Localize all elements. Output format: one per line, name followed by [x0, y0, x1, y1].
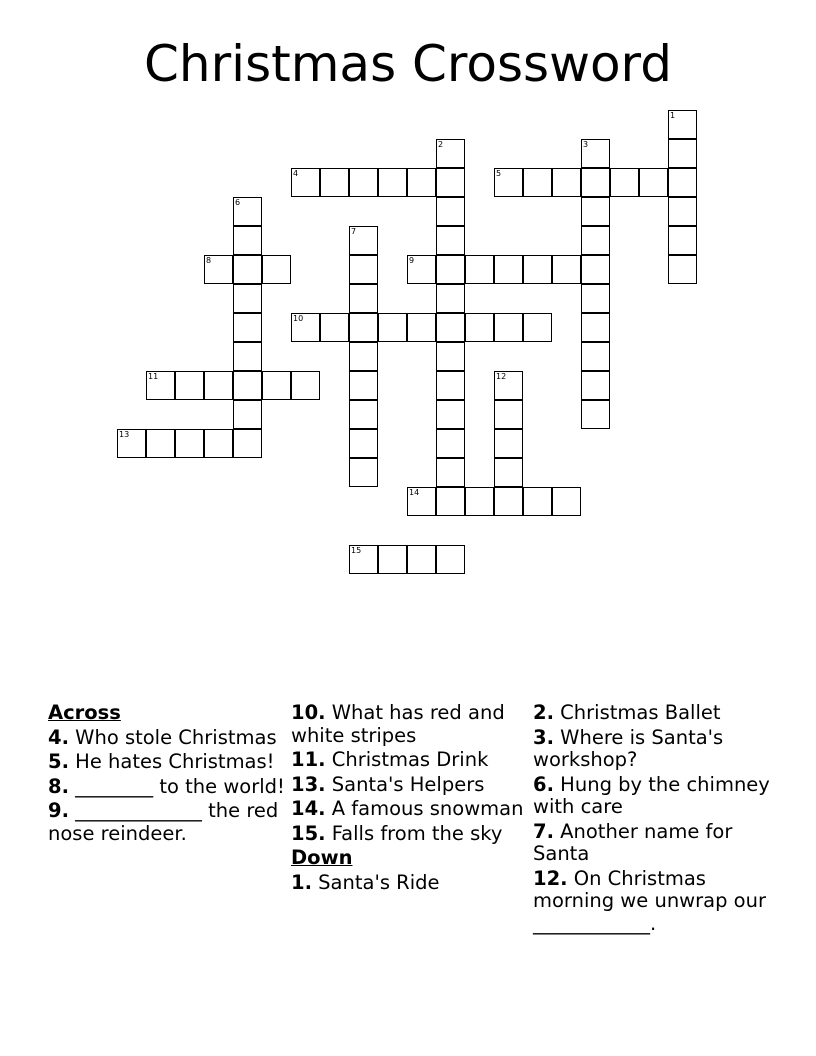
crossword-cell[interactable] — [233, 226, 262, 255]
crossword-cell[interactable] — [581, 313, 610, 342]
across-clue-list — [48, 727, 286, 846]
crossword-cell[interactable] — [668, 168, 697, 197]
crossword-cell[interactable] — [349, 255, 378, 284]
crossword-cell[interactable] — [436, 400, 465, 429]
clue — [291, 798, 529, 821]
crossword-cell[interactable] — [610, 168, 639, 197]
across-header: Across — [48, 701, 121, 724]
crossword-cell[interactable] — [378, 313, 407, 342]
crossword-cell[interactable] — [581, 400, 610, 429]
clue-number: 5 — [496, 169, 502, 178]
crossword-cell[interactable] — [291, 371, 320, 400]
crossword-cell[interactable] — [233, 255, 262, 284]
crossword-cell[interactable] — [494, 458, 523, 487]
crossword-cell[interactable] — [668, 226, 697, 255]
clue-text: ________ to the world! — [68, 774, 285, 798]
crossword-cell[interactable] — [581, 197, 610, 226]
clue-text: Another name for Santa — [533, 819, 733, 865]
clue-text: Falls from the sky — [325, 821, 503, 845]
crossword-cell[interactable] — [436, 545, 465, 574]
crossword-cell[interactable] — [668, 255, 697, 284]
clue-label: 6. — [533, 772, 554, 796]
clue-label: 14. — [291, 797, 326, 820]
crossword-cell[interactable] — [233, 371, 262, 400]
clue-number: 10 — [293, 314, 304, 323]
crossword-cell[interactable] — [523, 255, 552, 284]
clue-label: 15. — [291, 821, 326, 845]
crossword-cell[interactable] — [233, 313, 262, 342]
crossword-cell[interactable] — [436, 313, 465, 342]
clue-number: 9 — [409, 256, 415, 265]
clue-text: Santa's Ride — [311, 870, 440, 894]
crossword-cell[interactable] — [465, 313, 494, 342]
clue — [48, 751, 286, 774]
clue-label: 12. — [533, 866, 568, 890]
clue — [291, 774, 529, 797]
clue — [533, 774, 771, 819]
crossword-cell[interactable] — [581, 226, 610, 255]
clue — [48, 800, 286, 845]
crossword-cell[interactable] — [436, 487, 465, 516]
down-header: Down — [291, 846, 353, 869]
crossword-cell[interactable] — [349, 400, 378, 429]
clue-number: 7 — [351, 227, 357, 236]
clue — [291, 823, 529, 846]
clue — [48, 727, 286, 750]
crossword-cell[interactable] — [436, 342, 465, 371]
crossword-cell[interactable] — [436, 429, 465, 458]
clue — [533, 868, 771, 936]
clue — [291, 749, 529, 772]
crossword-cell[interactable] — [436, 255, 465, 284]
clue-label: 10. — [291, 701, 326, 724]
crossword-cell[interactable] — [581, 371, 610, 400]
crossword-cell[interactable] — [349, 168, 378, 197]
clue-label: 3. — [533, 725, 554, 749]
clue-text: Christmas Drink — [325, 748, 489, 771]
clue-text: Hung by the chimney with care — [533, 772, 770, 818]
clue — [48, 776, 286, 799]
clue-label: 1. — [291, 870, 312, 894]
crossword-cell[interactable] — [320, 313, 349, 342]
crossword-cell[interactable] — [349, 429, 378, 458]
clue-number: 2 — [438, 140, 444, 149]
clue-number: 13 — [119, 430, 130, 439]
crossword-cell[interactable] — [175, 429, 204, 458]
crossword-cell[interactable] — [233, 342, 262, 371]
clue-number: 6 — [235, 198, 241, 207]
clue — [291, 702, 529, 747]
clue-label: 13. — [291, 772, 326, 796]
crossword-cell[interactable] — [204, 429, 233, 458]
clue-number: 14 — [409, 488, 420, 497]
clue-text: Christmas Ballet — [553, 701, 721, 724]
clue-label: 5. — [48, 750, 69, 773]
clue-number: 12 — [496, 372, 507, 381]
crossword-cell[interactable] — [465, 487, 494, 516]
crossword-cell[interactable] — [233, 400, 262, 429]
clue-text: Santa's Helpers — [325, 772, 485, 796]
clue-label: 8. — [48, 774, 69, 798]
clue-number: 11 — [148, 372, 159, 381]
clue-label: 4. — [48, 725, 69, 749]
crossword-cell[interactable] — [436, 458, 465, 487]
crossword-cell[interactable] — [581, 255, 610, 284]
crossword-cell[interactable] — [262, 255, 291, 284]
clues-column-1 — [48, 702, 286, 847]
crossword-cell[interactable] — [349, 284, 378, 313]
crossword-cell[interactable] — [552, 168, 581, 197]
clue-label: 7. — [533, 819, 554, 843]
crossword-cell[interactable] — [494, 255, 523, 284]
crossword-cell[interactable] — [639, 168, 668, 197]
crossword-cell[interactable] — [523, 487, 552, 516]
crossword-cell[interactable] — [581, 342, 610, 371]
clue-number: 4 — [293, 169, 299, 178]
crossword-cell[interactable] — [378, 545, 407, 574]
clue-label: 9. — [48, 799, 69, 822]
crossword-cell[interactable] — [407, 545, 436, 574]
down-clue-list — [291, 872, 529, 895]
clue — [533, 821, 771, 866]
clue-text: He hates Christmas! — [68, 750, 275, 773]
clue-text: What has red and white stripes — [291, 701, 505, 747]
down-clue-list-continued — [533, 702, 771, 935]
across-clue-list-continued — [291, 702, 529, 845]
clue-text: Who stole Christmas — [68, 725, 277, 749]
crossword-cell[interactable] — [494, 429, 523, 458]
crossword-cell[interactable] — [436, 197, 465, 226]
crossword-cell[interactable] — [581, 284, 610, 313]
crossword-cell[interactable] — [320, 168, 349, 197]
clue-number: 8 — [206, 256, 212, 265]
crossword-cell[interactable] — [523, 313, 552, 342]
crossword-cell[interactable] — [407, 313, 436, 342]
crossword-cell[interactable] — [494, 487, 523, 516]
crossword-cell[interactable] — [175, 371, 204, 400]
clues-column-3 — [533, 702, 771, 937]
crossword-cell[interactable] — [668, 139, 697, 168]
clue-text: Where is Santa's workshop? — [533, 725, 724, 771]
clue-text: _____________ the red nose reindeer. — [48, 799, 279, 845]
crossword-cell[interactable] — [523, 168, 552, 197]
clues-column-2 — [291, 702, 529, 896]
clue-label: 11. — [291, 748, 326, 771]
crossword-cell[interactable] — [581, 168, 610, 197]
crossword-cell[interactable] — [465, 255, 494, 284]
clue-text: A famous snowman — [325, 797, 524, 820]
clue-number: 1 — [670, 111, 676, 120]
crossword-cell[interactable] — [349, 458, 378, 487]
crossword-cell[interactable] — [668, 197, 697, 226]
crossword-cell[interactable] — [233, 284, 262, 313]
crossword-cell[interactable] — [233, 429, 262, 458]
crossword-cell[interactable] — [552, 255, 581, 284]
clue-number: 15 — [351, 546, 362, 555]
crossword-cell[interactable] — [436, 226, 465, 255]
crossword-cell[interactable] — [552, 487, 581, 516]
crossword-cell[interactable] — [436, 284, 465, 313]
crossword-cell[interactable] — [436, 371, 465, 400]
crossword-cell[interactable] — [378, 168, 407, 197]
clue-text: On Christmas morning we unwrap our ____________. — [533, 866, 766, 935]
crossword-cell[interactable] — [349, 342, 378, 371]
crossword-cell[interactable] — [494, 400, 523, 429]
crossword-cell[interactable] — [407, 168, 436, 197]
crossword-cell[interactable] — [146, 429, 175, 458]
crossword-cell[interactable] — [349, 371, 378, 400]
clue — [291, 872, 529, 895]
crossword-cell[interactable] — [494, 313, 523, 342]
crossword-cell[interactable] — [204, 371, 233, 400]
clue — [533, 727, 771, 772]
crossword-cell[interactable] — [262, 371, 291, 400]
crossword-cell[interactable] — [436, 168, 465, 197]
clue-label: 2. — [533, 701, 554, 724]
page-title: Christmas Crossword — [144, 35, 672, 93]
clue — [533, 702, 771, 725]
clue-number: 3 — [583, 140, 589, 149]
crossword-cell[interactable] — [349, 313, 378, 342]
